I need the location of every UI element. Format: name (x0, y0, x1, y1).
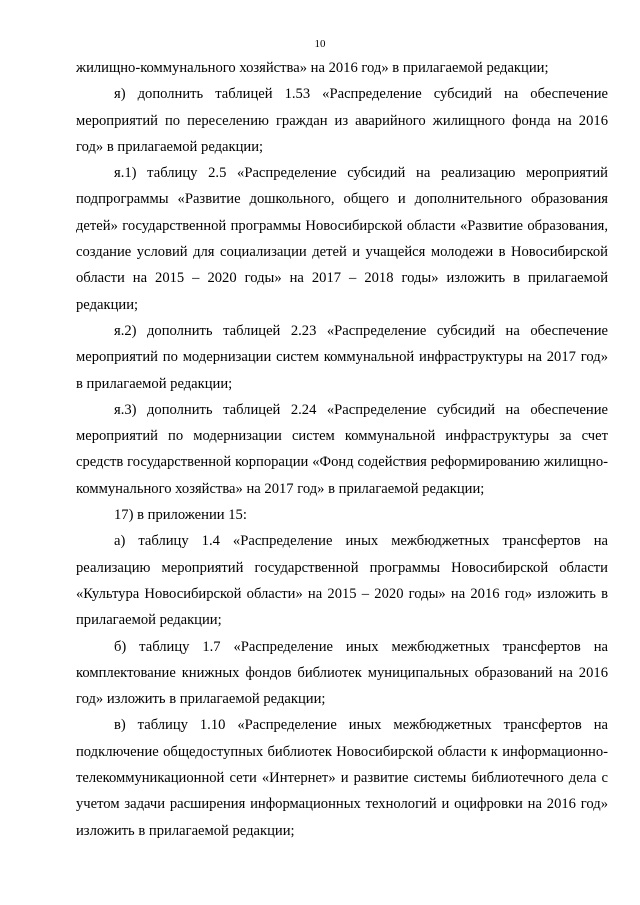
paragraph-item-ya-1: я.1) таблицу 2.5 «Распределение субсидий на реализацию мероприятий подпрограммы «Развитие дошкольного, общего и дополнительного образования детей» государственной программы Новосибирской области «Развитие образования, создание условий для социализации детей и учащейся молодежи в Новосибирской области на 2015 – 2020 годы» на 2017 – 2018 годы» изложить в прилагаемой редакции; (76, 165, 608, 313)
paragraph-continuation: жилищно-коммунального хозяйства» на 2016 год» в прилагаемой редакции; (76, 60, 549, 76)
paragraph-item-a: а) таблицу 1.4 «Распределение иных межбюджетных трансфертов на реализацию мероприятий государственной программы Новосибирской области «Культура Новосибирской области» на 2015 – 2020 годы» на 2016 год» изложить в прилагаемой редакции; (76, 533, 608, 629)
paragraph-item-ya-3: я.3) дополнить таблицей 2.24 «Распределение субсидий на обеспечение мероприятий по модернизации систем коммунальной инфраструктуры за счет средств государственной корпорации «Фонд содействия реформированию жилищно-коммунального хозяйства» на 2017 год» в прилагаемой редакции; (76, 401, 608, 497)
paragraph-item-v: в) таблицу 1.10 «Распределение иных межбюджетных трансфертов на подключение общедоступных библиотек Новосибирской области к информационно-телекоммуникационной сети «Интернет» и развитие системы библиотечного дела с учетом задачи расширения информационных технологий и оцифровки на 2016 год» изложить в прилагаемой редакции; (76, 717, 608, 839)
paragraph-item-ya: я) дополнить таблицей 1.53 «Распределение субсидий на обеспечение мероприятий по переселению граждан из аварийного жилищного фонда на 2016 год» в прилагаемой редакции; (76, 86, 608, 155)
paragraph-item-b: б) таблицу 1.7 «Распределение иных межбюджетных трансфертов на комплектование книжных фондов библиотек муниципальных образований на 2016 год» изложить в прилагаемой редакции; (76, 638, 608, 708)
document-body (76, 55, 608, 844)
paragraph-item-17: 17) в приложении 15: (114, 507, 247, 524)
paragraph-item-ya-2: я.2) дополнить таблицей 2.23 «Распределение субсидий на обеспечение мероприятий по модернизации систем коммунальной инфраструктуры на 2017 год» в прилагаемой редакции; (76, 322, 608, 392)
page-number: 10 (314, 38, 326, 50)
